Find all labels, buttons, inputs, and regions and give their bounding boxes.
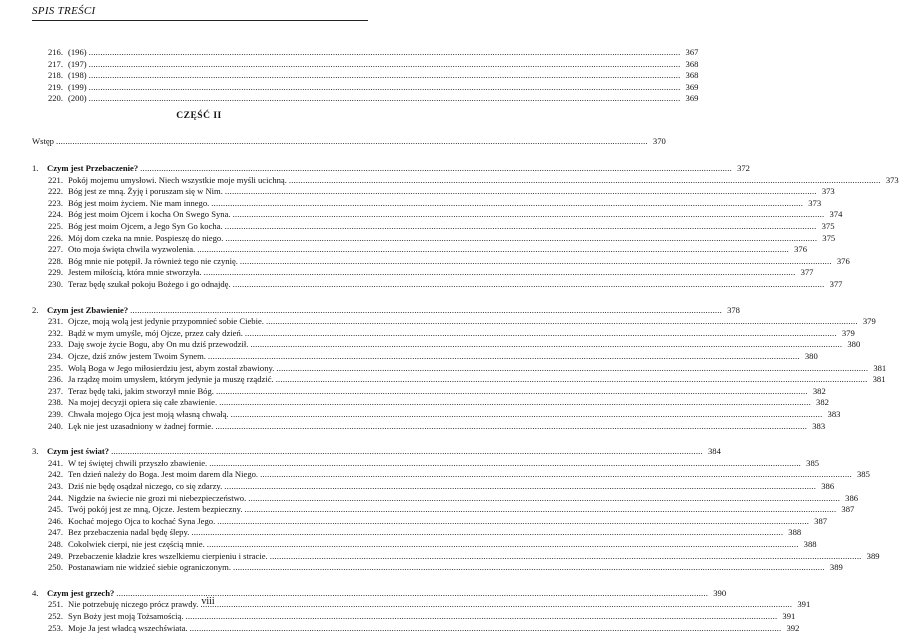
dot-leader <box>217 516 809 527</box>
toc-entry <box>32 186 835 197</box>
entry-page-number: 383 <box>812 420 826 431</box>
entry-title: Ja rządzę moim umysłem, którym jedynie ja muszę rządzić. <box>68 374 274 385</box>
entry-page-number: 368 <box>685 70 699 81</box>
toc-section-heading <box>32 446 721 457</box>
entry-number: 218. <box>47 70 63 81</box>
toc-entry <box>32 469 870 480</box>
entry-title: Cokolwiek cierpi, nie jest częścią mnie. <box>68 539 205 549</box>
entry-page-number: 381 <box>873 362 887 373</box>
toc-entry <box>32 622 800 634</box>
toc-entry <box>32 611 796 622</box>
entry-page-number: 388 <box>788 527 802 538</box>
entry-number: 244. <box>47 492 63 503</box>
entry-number: 234. <box>47 351 63 361</box>
entry-number: 2. <box>32 304 39 315</box>
entry-title: Oto moja święta chwila wyzwolenia. <box>68 244 196 255</box>
dot-leader <box>270 551 862 562</box>
entry-number: 216. <box>47 47 63 57</box>
entry-page-number: 367 <box>685 47 699 57</box>
toc-entry <box>32 70 699 81</box>
entry-number: 4. <box>32 587 39 598</box>
toc-entry <box>32 339 861 350</box>
entry-title: Syn Boży jest moją Tożsamością. <box>68 611 184 621</box>
entry-page-number: 392 <box>786 622 800 633</box>
entry-title: Kochać mojego Ojca to kochać Syna Jego. <box>68 515 216 526</box>
toc-entry <box>32 492 859 504</box>
entry-page-number: 380 <box>847 339 861 350</box>
entry-title: (200) <box>68 93 87 104</box>
toc-entry <box>32 481 835 492</box>
toc-entry <box>32 267 814 278</box>
dot-leader <box>231 409 823 420</box>
entry-page-number: 373 <box>808 197 822 208</box>
entry-title: Bóg mnie nie potępił. Ja również tego nie czynię. <box>68 255 238 266</box>
entry-number: 232. <box>47 327 63 338</box>
toc-section-heading <box>32 163 750 174</box>
dot-leader <box>245 328 837 339</box>
entry-title: Twój pokój jest ze mną, Ojcze. Jestem bezpieczny. <box>68 504 243 515</box>
entry-title: (197) <box>68 58 87 69</box>
dot-leader <box>244 504 836 515</box>
entry-number: 236. <box>47 374 63 385</box>
dot-leader <box>89 70 681 81</box>
entry-title: Bóg jest moim życiem. Nie mam innego. <box>68 197 210 208</box>
header-rule <box>32 20 368 21</box>
entry-title: Chwała mojego Ojca jest moją własną chwałą. <box>68 409 229 419</box>
toc-entry <box>32 244 808 255</box>
entry-title: (196) <box>68 47 87 57</box>
dot-leader <box>276 363 868 374</box>
entry-number: 251. <box>47 599 63 610</box>
entry-title: (198) <box>68 70 87 81</box>
entry-title: Moje Ja jest władcą wszechświata. <box>68 622 188 633</box>
entry-title: Nigdzie na świecie nie grozi mi niebezpieczeństwo. <box>68 492 247 503</box>
entry-page-number: 386 <box>821 481 835 491</box>
entry-title: Teraz będę szukał pokoju Bożego i go odnajdę. <box>68 279 231 289</box>
entry-number: 246. <box>47 515 63 526</box>
dot-leader <box>191 527 783 538</box>
entry-page-number: 381 <box>872 374 886 385</box>
dot-leader <box>219 397 811 408</box>
entry-page-number: 369 <box>685 81 699 92</box>
entry-number: 219. <box>47 81 63 92</box>
dot-leader <box>211 198 803 209</box>
toc-entry <box>32 174 899 186</box>
dot-leader <box>130 305 722 316</box>
entry-page-number: 389 <box>829 562 843 573</box>
entry-page-number: 391 <box>797 599 811 610</box>
toc-entry <box>32 279 843 290</box>
toc-entry <box>32 385 826 397</box>
entry-title: Bez przebaczenia nadal będę ślepy. <box>68 527 190 538</box>
entry-page-number: 372 <box>737 163 750 173</box>
dot-leader <box>204 267 796 278</box>
toc-entry <box>32 255 850 267</box>
entry-number: 233. <box>47 339 63 350</box>
dot-leader <box>233 562 825 573</box>
entry-page-number: 387 <box>841 504 855 515</box>
entry-title: Jestem miłością, która mnie stworzyła. <box>68 267 202 278</box>
toc-entry <box>32 409 841 420</box>
dot-leader <box>240 256 832 267</box>
toc-entry <box>32 420 826 432</box>
entry-title: Czym jest świat? <box>47 446 110 457</box>
entry-title: (199) <box>68 81 87 92</box>
entry-page-number: 385 <box>857 469 870 480</box>
dot-leader <box>233 209 825 220</box>
entry-page-number: 375 <box>821 221 835 231</box>
toc-entry <box>32 374 886 385</box>
dot-leader <box>289 175 881 186</box>
part-title: CZĘŚĆ II <box>176 111 222 121</box>
entry-number: 239. <box>47 409 63 419</box>
entry-page-number: 379 <box>862 316 876 327</box>
entry-number: 243. <box>47 481 63 491</box>
toc-entry <box>32 221 835 232</box>
entry-title: Wolą Boga w Jego miłosierdziu jest, abym został zbawiony. <box>68 362 275 373</box>
dot-leader <box>89 47 681 58</box>
entry-number: 245. <box>47 504 63 515</box>
dot-leader <box>215 421 807 432</box>
entry-number: 253. <box>47 622 63 633</box>
entry-page-number: 390 <box>713 587 727 598</box>
entry-number: 217. <box>47 58 63 69</box>
dot-leader <box>140 163 732 174</box>
entry-number: 223. <box>47 197 63 208</box>
dot-leader <box>89 82 681 93</box>
entry-number: 249. <box>47 550 63 561</box>
entry-number: 242. <box>47 469 63 480</box>
entry-title: Dziś nie będę osądzał niczego, co się zdarzy. <box>68 481 223 491</box>
entry-title: Ojcze, dziś znów jestem Twoim Synem. <box>68 351 206 361</box>
toc-entry <box>32 527 802 538</box>
dot-leader <box>260 469 852 480</box>
entry-number: 247. <box>47 527 63 538</box>
entry-title: Ojcze, moją wolą jest jedynie przypomnieć sobie Ciebie. <box>68 316 264 327</box>
toc-entry <box>32 58 699 70</box>
entry-title: Pokój mojemu umysłowi. Niech wszystkie moje myśli ucichną. <box>68 174 287 185</box>
toc-entry <box>32 504 855 515</box>
entry-page-number: 382 <box>816 397 829 408</box>
entry-number: 3. <box>32 446 39 457</box>
entry-number: 1. <box>32 163 39 173</box>
toc-entry <box>32 209 843 220</box>
dot-leader <box>250 339 842 350</box>
entry-title: Mój dom czeka na mnie. Pospieszę do niego. <box>68 232 224 243</box>
toc-entry <box>32 327 855 339</box>
dot-leader <box>207 539 799 550</box>
entry-number: 240. <box>47 420 63 431</box>
entry-page-number: 387 <box>814 515 828 526</box>
dot-leader <box>225 186 817 197</box>
entry-page-number: 375 <box>822 232 836 243</box>
entry-title: Bóg jest moim Ojcem, a Jego Syn Go kocha. <box>68 221 223 231</box>
entry-page-number: 383 <box>827 409 841 419</box>
toc-entry <box>32 562 843 573</box>
entry-title: Wstęp <box>32 136 54 146</box>
entry-number: 226. <box>47 232 63 243</box>
dot-leader <box>56 136 648 147</box>
entry-title: Lęk nie jest uzasadniony w żadnej formie. <box>68 420 214 431</box>
entry-title: Przebaczenie kładzie kres wszelkiemu cierpieniu i stracie. <box>68 550 268 561</box>
dot-leader <box>208 351 800 362</box>
entry-number: 241. <box>47 457 63 468</box>
entry-page-number: 388 <box>803 539 817 549</box>
page-number: viii <box>201 596 215 607</box>
entry-title: Ten dzień należy do Boga. Jest moim darem dla Niego. <box>68 469 259 480</box>
toc-entry <box>32 397 829 408</box>
entry-number: 252. <box>47 611 63 621</box>
dot-leader <box>225 233 817 244</box>
dot-leader <box>209 458 801 469</box>
entry-title: Bóg jest ze mną. Żyję i poruszam się w Nim. <box>68 186 223 197</box>
entry-page-number: 391 <box>782 611 796 621</box>
toc-entry <box>32 457 820 469</box>
entry-title: Nie potrzebuję niczego prócz prawdy. <box>68 599 199 610</box>
dot-leader <box>190 623 782 634</box>
entry-number: 248. <box>47 539 63 549</box>
entry-page-number: 378 <box>727 304 740 315</box>
dot-leader <box>89 93 681 104</box>
entry-number: 227. <box>47 244 63 255</box>
entry-number: 231. <box>47 316 63 327</box>
toc-intro <box>32 136 666 147</box>
dot-leader <box>111 446 703 457</box>
toc-entry <box>32 316 876 327</box>
entry-page-number: 384 <box>707 446 721 457</box>
entry-number: 225. <box>47 221 63 231</box>
dot-leader <box>266 316 858 327</box>
entry-title: Na mojej decyzji opiera się całe zbawienie. <box>68 397 218 408</box>
dot-leader <box>224 481 816 492</box>
entry-page-number: 377 <box>829 279 843 289</box>
entry-title: Daję swoje życie Bogu, aby On mu dziś przewodził. <box>68 339 249 350</box>
entry-page-number: 389 <box>866 550 880 561</box>
entry-page-number: 385 <box>806 457 820 468</box>
entry-number: 224. <box>47 209 63 220</box>
entry-title: W tej świętej chwili przyszło zbawienie. <box>68 457 208 468</box>
entry-page-number: 368 <box>685 58 699 69</box>
entry-number: 230. <box>47 279 63 289</box>
toc-entry <box>32 81 699 93</box>
entry-page-number: 380 <box>804 351 818 361</box>
entry-page-number: 376 <box>794 244 808 255</box>
entry-number: 222. <box>47 186 63 197</box>
entry-number: 220. <box>47 93 63 104</box>
dot-leader <box>276 374 868 385</box>
toc-entry <box>32 515 828 527</box>
entry-number: 250. <box>47 562 63 573</box>
entry-page-number: 374 <box>829 209 843 220</box>
entry-title: Czym jest grzech? <box>47 587 115 598</box>
dot-leader <box>225 221 817 232</box>
entry-number: 228. <box>47 255 63 266</box>
entry-number: 238. <box>47 397 63 408</box>
entry-number: 237. <box>47 385 63 396</box>
toc-entry <box>32 539 817 550</box>
entry-title: Teraz będę taki, jakim stworzył mnie Bóg. <box>68 385 214 396</box>
entry-number: 221. <box>47 174 63 185</box>
dot-leader <box>185 611 777 622</box>
entry-title: Czym jest Przebaczenie? <box>47 163 139 173</box>
entry-number: 229. <box>47 267 63 278</box>
toc-entry <box>32 47 699 58</box>
toc-entry <box>32 93 699 104</box>
entry-page-number: 369 <box>685 93 699 104</box>
entry-page-number: 379 <box>841 327 855 338</box>
toc-entry <box>32 232 836 244</box>
dot-leader <box>216 386 808 397</box>
toc-section-heading <box>32 304 740 316</box>
running-header: SPIS TREŚCI <box>32 5 96 17</box>
entry-page-number: 386 <box>845 492 859 503</box>
entry-page-number: 370 <box>652 136 666 146</box>
entry-title: Bądź w mym umyśle, mój Ojcze, przez cały dzień. <box>68 327 243 338</box>
entry-page-number: 382 <box>812 385 826 396</box>
toc-entry <box>32 362 887 374</box>
dot-leader <box>197 244 789 255</box>
entry-title: Czym jest Zbawienie? <box>47 304 129 315</box>
entry-number: 235. <box>47 362 63 373</box>
entry-page-number: 373 <box>821 186 835 197</box>
toc-entry <box>32 550 880 562</box>
entry-page-number: 377 <box>800 267 814 278</box>
entry-title: Postanawiam nie widzieć siebie ograniczonym. <box>68 562 231 573</box>
toc-entry <box>32 197 822 209</box>
entry-title: Bóg jest moim Ojcem i kocha On Swego Syna. <box>68 209 231 220</box>
dot-leader <box>89 59 681 70</box>
entry-page-number: 376 <box>836 255 850 266</box>
toc-entry <box>32 351 818 362</box>
entry-page-number: 373 <box>885 174 899 185</box>
dot-leader <box>233 279 825 290</box>
dot-leader <box>248 493 840 504</box>
